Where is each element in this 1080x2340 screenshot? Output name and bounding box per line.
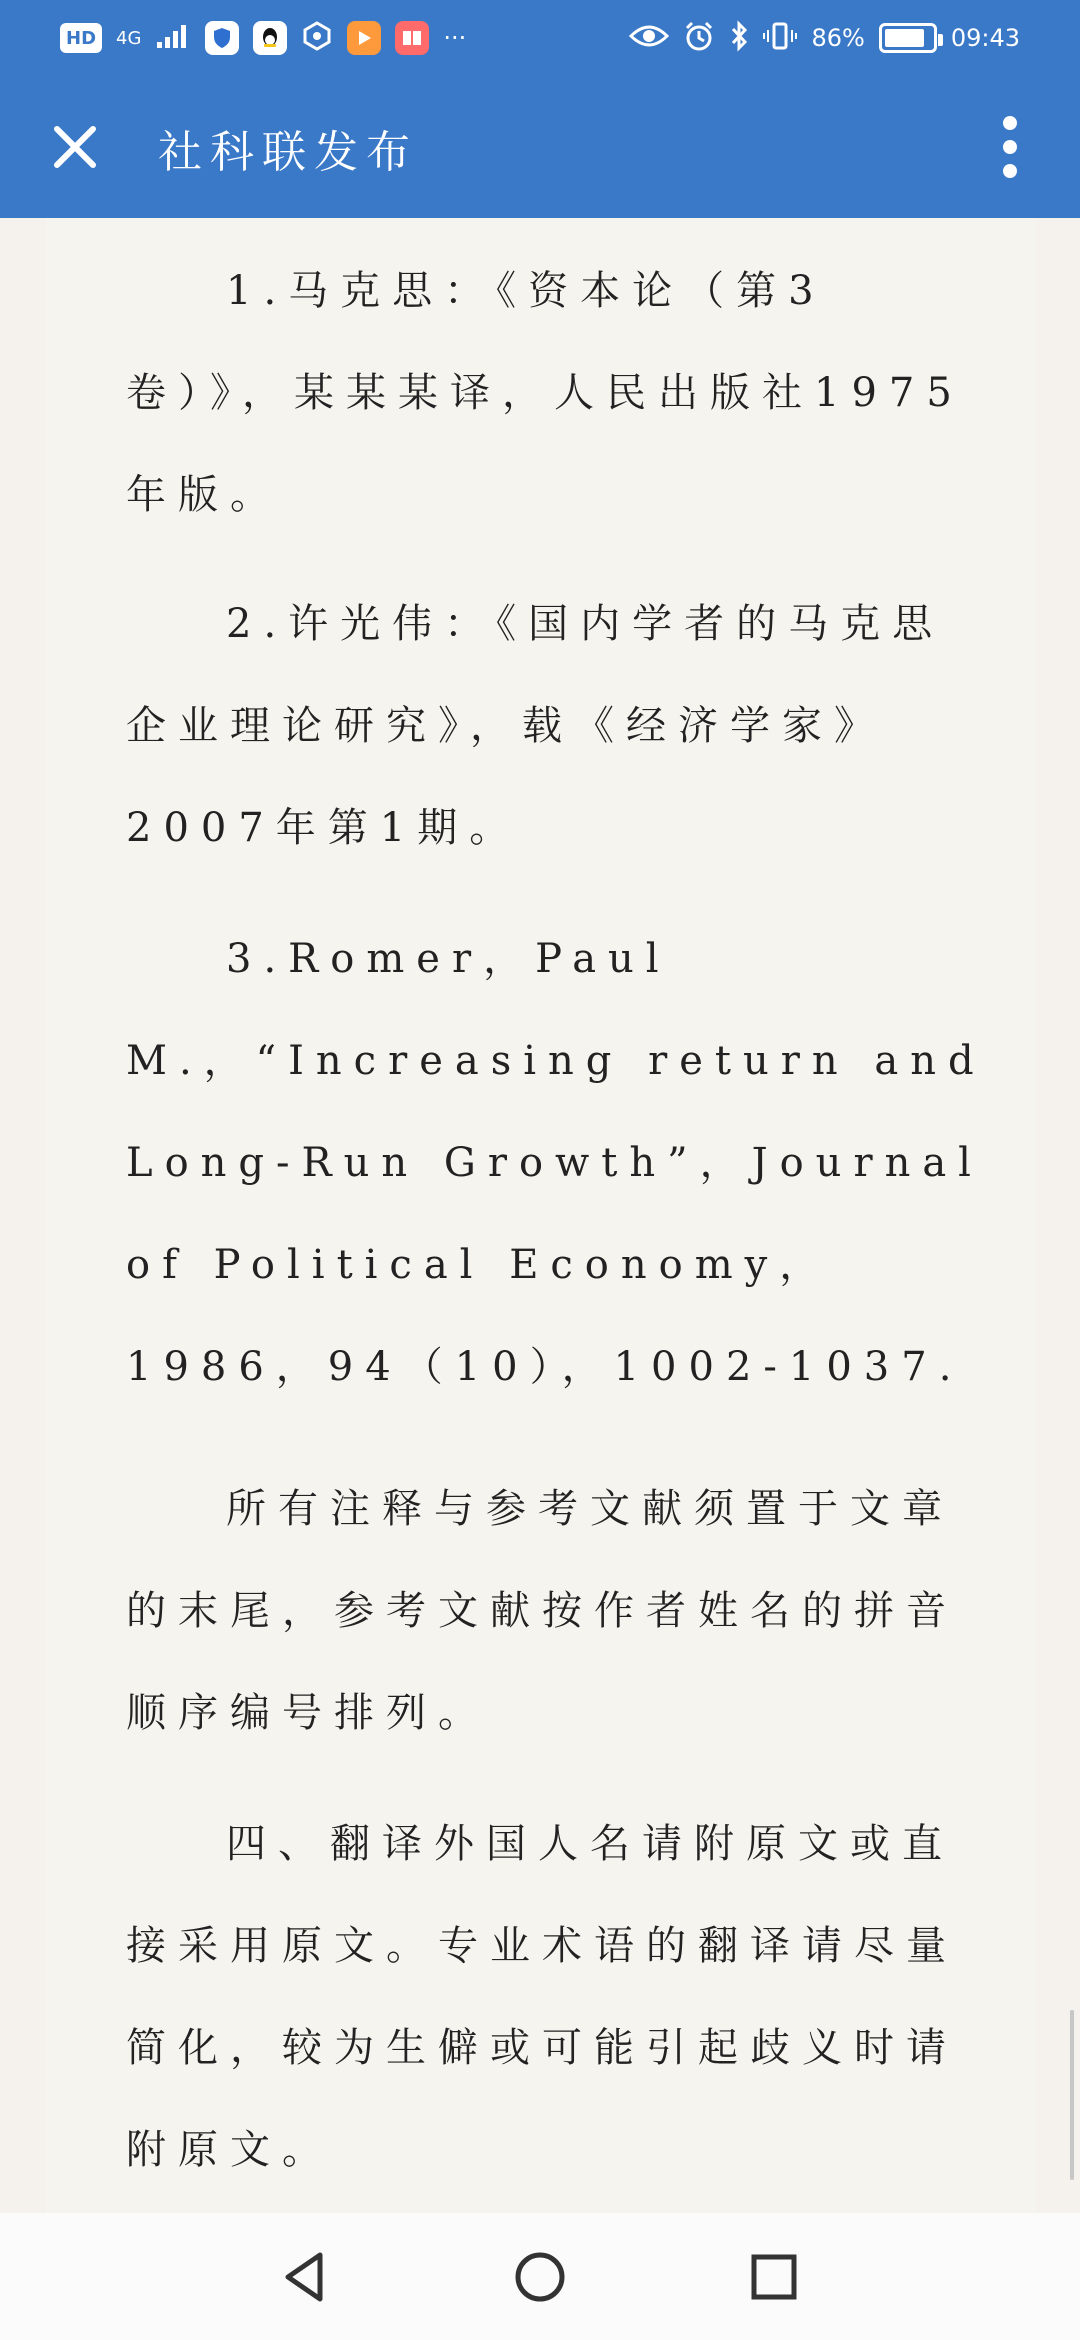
app-bar xyxy=(0,76,1080,218)
recents-square-icon xyxy=(746,2249,802,2305)
more-notifications-indicator: ··· xyxy=(443,24,467,52)
shield-app-icon xyxy=(205,21,239,55)
signal-icon xyxy=(155,22,191,54)
battery-icon xyxy=(879,23,937,53)
system-nav-bar xyxy=(0,2213,1080,2340)
reference-1: 1.马克思：《资本论（第3卷）》，某某某译，人民出版社1975年版。 xyxy=(126,268,964,518)
eye-icon xyxy=(629,22,669,54)
qq-app-icon xyxy=(253,21,287,55)
back-button[interactable] xyxy=(246,2217,366,2337)
home-button[interactable] xyxy=(480,2217,600,2337)
hd-badge: HD xyxy=(60,23,102,53)
clock: 09:43 xyxy=(950,24,1020,52)
reference-2: 2.许光伟：《国内学者的马克思企业理论研究》，载《经济学家》2007年第1期。 xyxy=(126,601,945,851)
scroll-indicator[interactable] xyxy=(1070,2010,1074,2180)
reference-3: 3.Romer，Paul M.，“Increasing return and Long-Run Growth”，Journal of Political Economy，1986，94（10），1002-1037. xyxy=(126,936,986,1390)
article-content xyxy=(46,218,1036,2213)
status-right xyxy=(629,20,1020,56)
settings-hex-icon xyxy=(301,20,333,56)
back-triangle-icon xyxy=(278,2249,334,2305)
bluetooth-icon xyxy=(729,20,749,56)
paragraph-translation-rule: 四、翻译外国人名请附原文或直接采用原文。专业术语的翻译请尽量简化，较为生僻或可能引起歧义时请附原文。 xyxy=(126,1821,958,2173)
paragraph-notes-rule: 所有注释与参考文献须置于文章的末尾，参考文献按作者姓名的拼音顺序编号排列。 xyxy=(126,1486,958,1736)
close-button[interactable] xyxy=(38,110,112,184)
alarm-icon xyxy=(683,20,715,56)
book-app-icon xyxy=(395,21,429,55)
page-title: 社科联发布 xyxy=(158,127,418,178)
battery-percent: 86% xyxy=(811,24,865,52)
close-icon xyxy=(51,123,99,171)
top-bar xyxy=(0,0,1080,218)
video-app-icon xyxy=(347,21,381,55)
vibrate-icon xyxy=(763,20,797,56)
more-options-button[interactable] xyxy=(980,110,1040,184)
recents-button[interactable] xyxy=(714,2217,834,2337)
status-left xyxy=(60,20,466,56)
network-4g-label: 4G xyxy=(116,27,142,49)
home-circle-icon xyxy=(512,2249,568,2305)
status-bar xyxy=(0,0,1080,76)
more-vertical-icon xyxy=(1000,115,1020,179)
